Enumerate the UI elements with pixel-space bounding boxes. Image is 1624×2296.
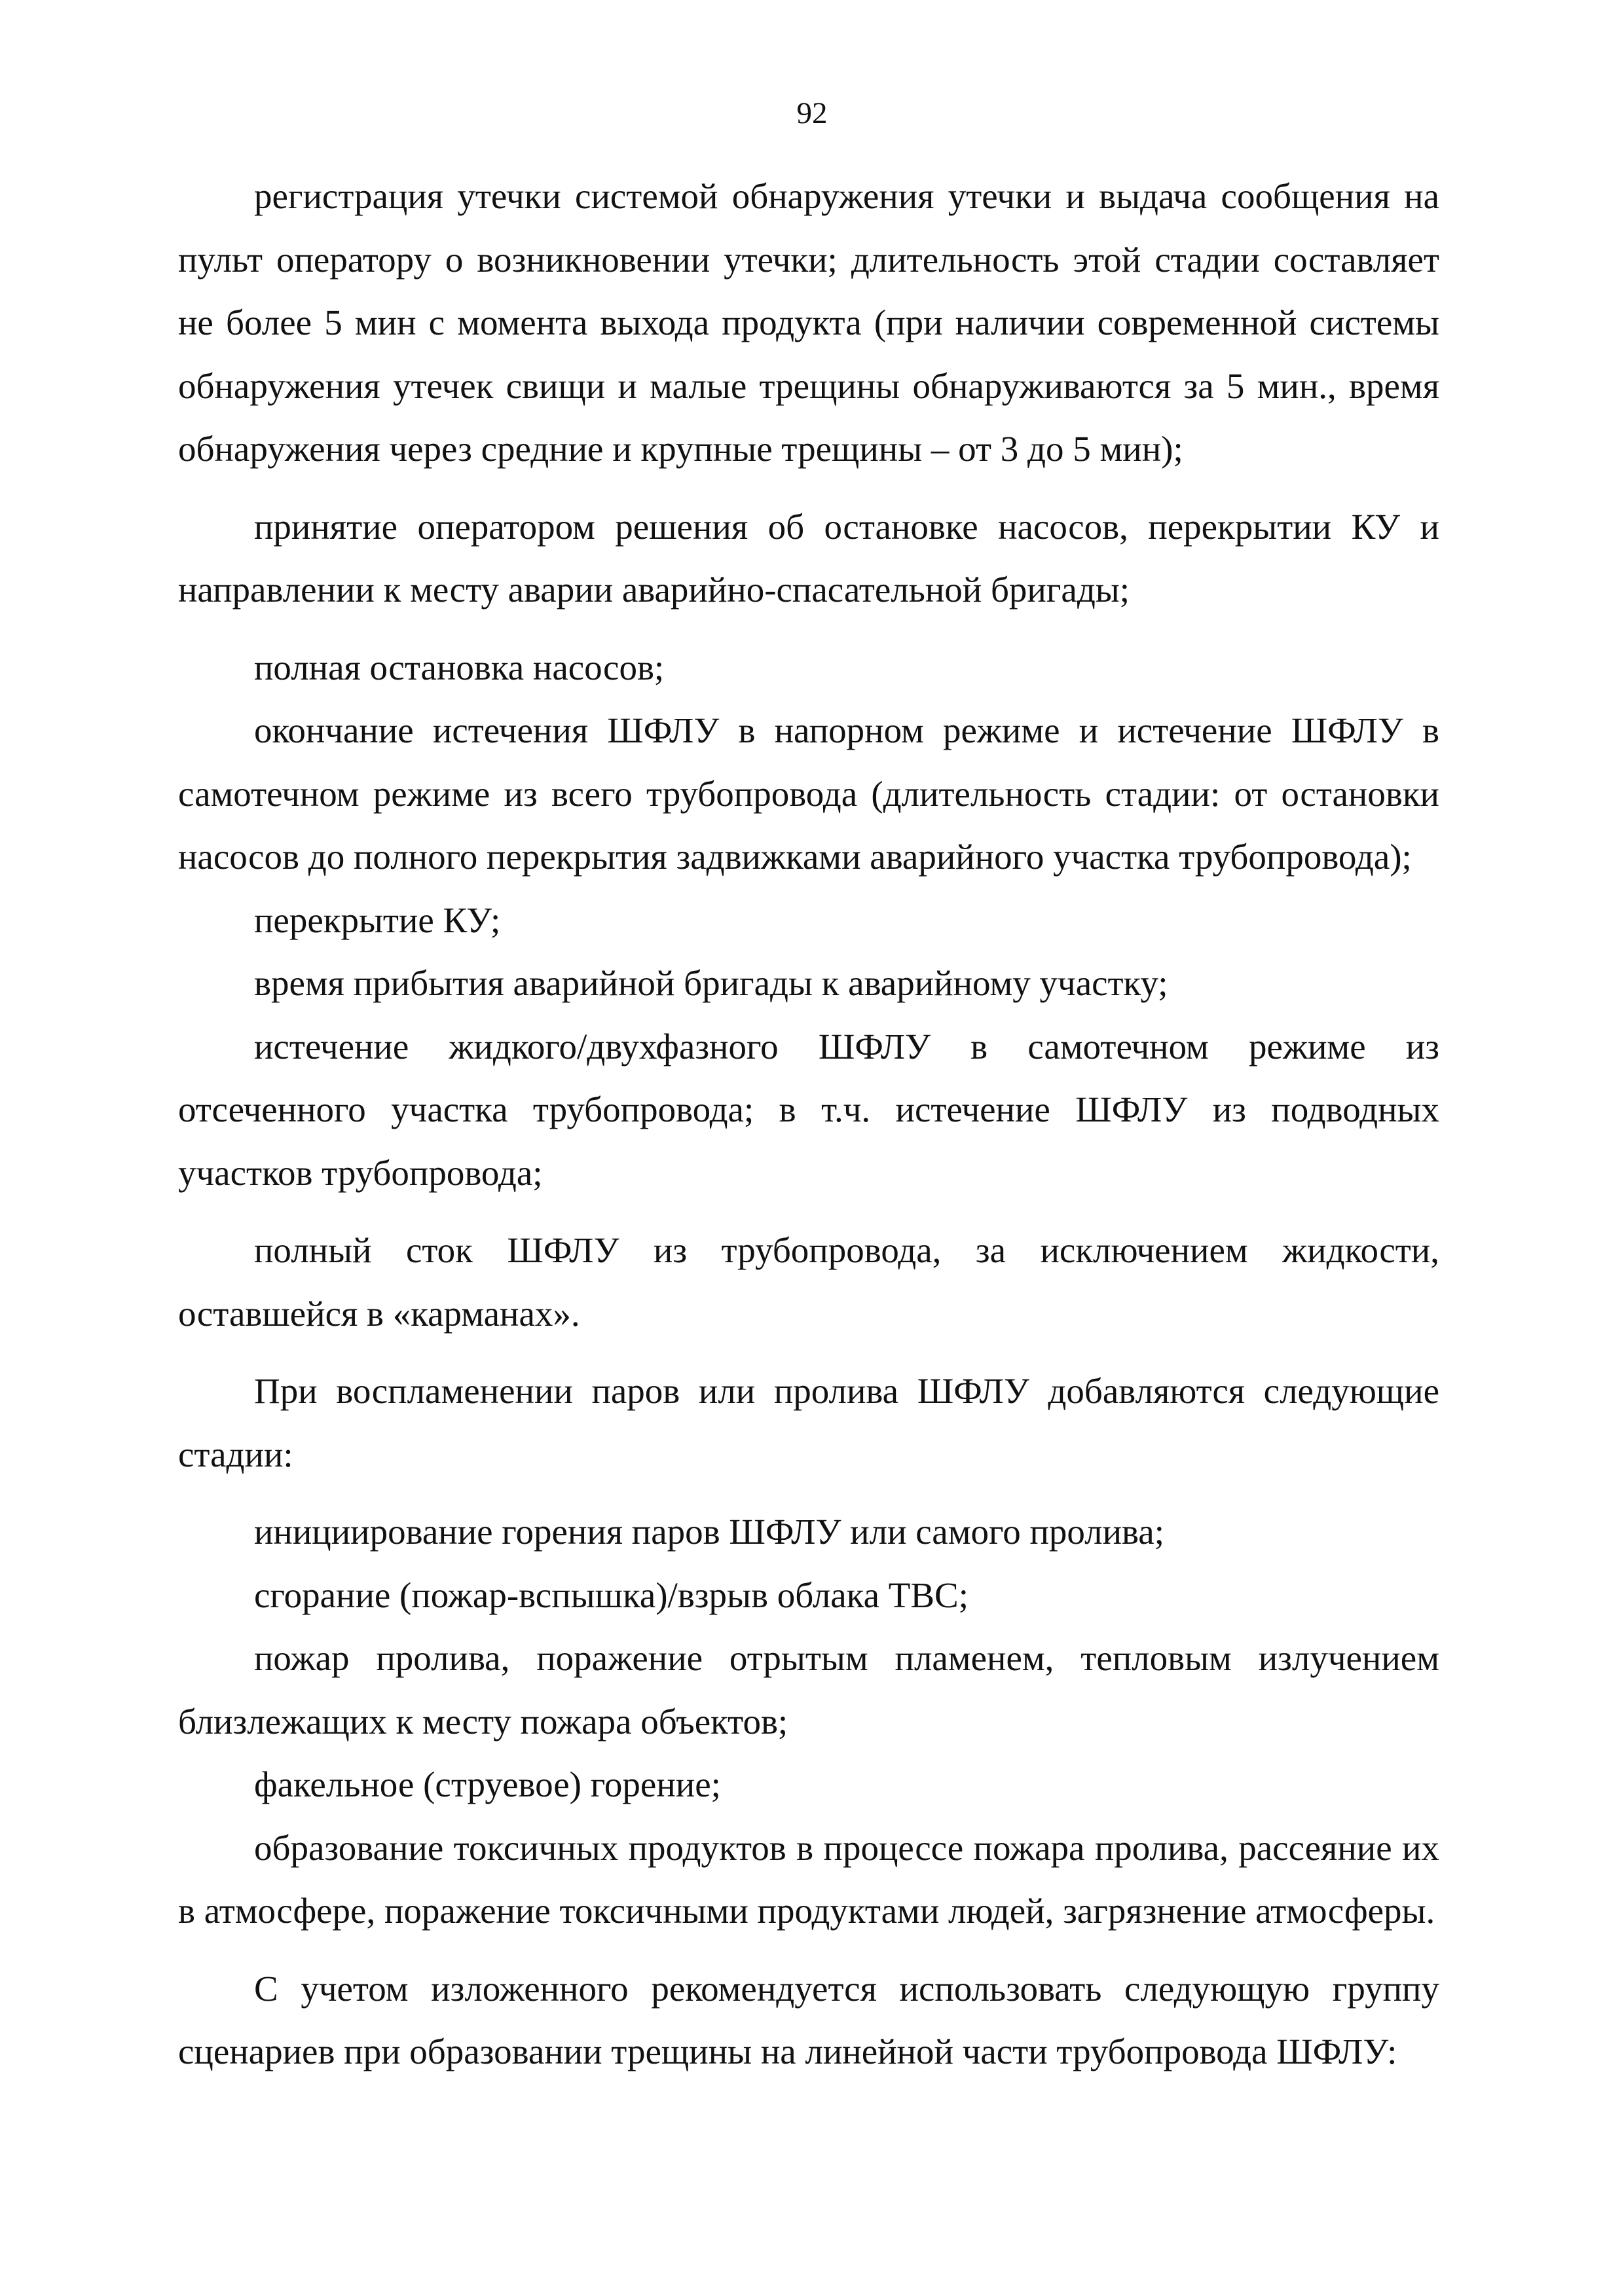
- paragraph: перекрытие КУ;: [254, 900, 501, 940]
- paragraph: принятие оператором решения об остановке насосов, перекрытии КУ и направлении к месту аварии аварийно-спасательной бригады;: [178, 506, 1439, 610]
- paragraph: факельное (струевое) горение;: [254, 1764, 721, 1804]
- paragraph: образование токсичных продуктов в процессе пожара пролива, рассеяние их в атмосфере, поражение токсичными продуктами людей, загрязнение атмосферы.: [178, 1827, 1439, 1931]
- paragraph: инициирование горения паров ШФЛУ или самого пролива;: [254, 1512, 1164, 1552]
- paragraph: время прибытия аварийной бригады к аварийному участку;: [254, 963, 1168, 1003]
- paragraph: окончание истечения ШФЛУ в напорном режиме и истечение ШФЛУ в самотечном режиме из всего трубопровода (длительность стадии: от остановки насосов до полного перекрытия задвижками аварийного участка трубопровода);: [178, 710, 1439, 877]
- paragraph: регистрация утечки системой обнаружения утечки и выдача сообщения на пульт оператору о возникновении утечки; длительность этой стадии составляет не более 5 мин с момента выхода продукта (при наличии современной системы обнаружения утечек свищи и малые трещины обнаруживаются за 5 мин., время обнаружения через средние и крупные трещины – от 3 до 5 мин);: [178, 176, 1439, 469]
- paragraph: истечение жидкого/двухфазного ШФЛУ в самотечном режиме из отсеченного участка трубопровода; в т.ч. истечение ШФЛУ из подводных участков трубопровода;: [178, 1026, 1439, 1193]
- paragraph: полная остановка насосов;: [254, 647, 665, 687]
- paragraph: полный сток ШФЛУ из трубопровода, за исключением жидкости, оставшейся в «карманах».: [178, 1230, 1439, 1334]
- document-body: [178, 165, 1439, 2084]
- paragraph: При воспламенении паров или пролива ШФЛУ добавляются следующие стадии:: [178, 1371, 1439, 1474]
- paragraph: пожар пролива, поражение отрытым пламенем, тепловым излучением близлежащих к месту пожара объектов;: [178, 1638, 1439, 1741]
- paragraph: С учетом изложенного рекомендуется использовать следующую группу сценариев при образовании трещины на линейной части трубопровода ШФЛУ:: [178, 1968, 1439, 2071]
- page-number: 92: [796, 96, 828, 130]
- paragraph: сгорание (пожар-вспышка)/взрыв облака ТВС;: [254, 1575, 969, 1615]
